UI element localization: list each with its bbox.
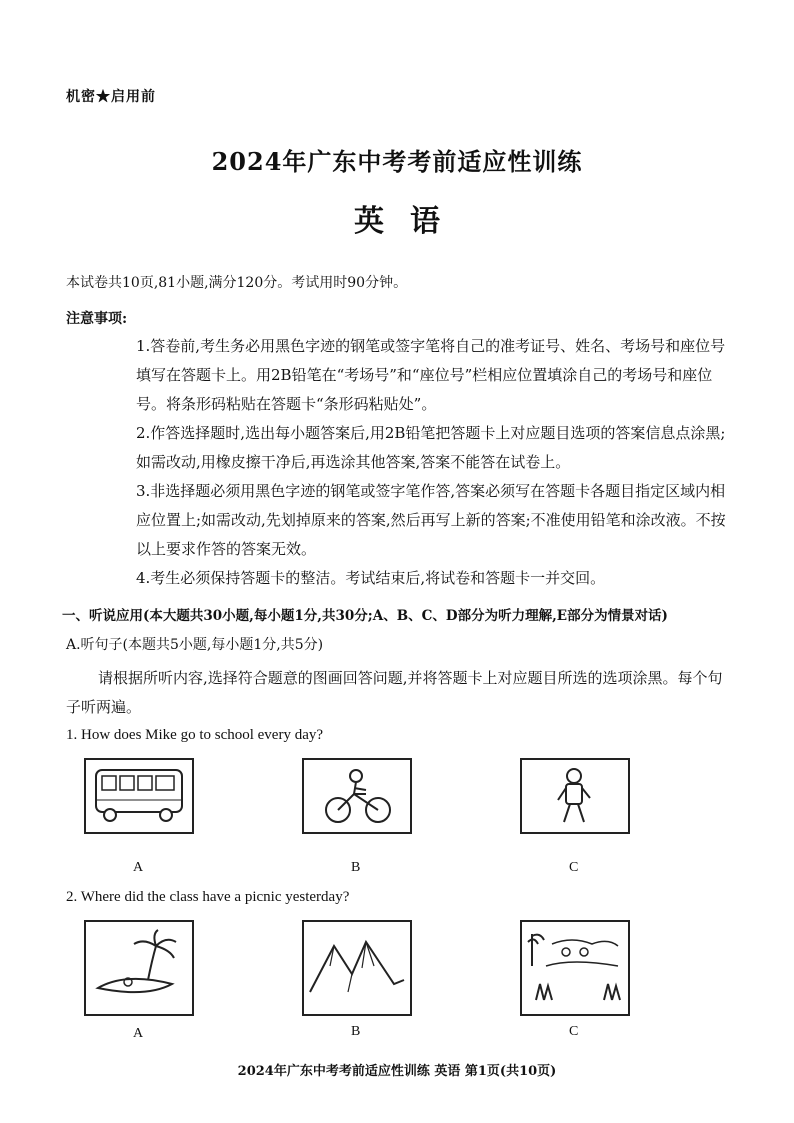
notice-item: 2.作答选择题时,选出每小题答案后,用2B铅笔把答题卡上对应题目选项的答案信息点涂黑;如需改动,用橡皮擦干净后,再选涂其他答案,答案不能答在试卷上。 [136, 424, 726, 471]
subject-title: 英语 [354, 204, 466, 239]
island-palm-icon [86, 922, 192, 1014]
mountains-icon [304, 922, 410, 1014]
part-a-instruction: 请根据所听内容,选择符合题意的图画回答问题,并将答题卡上对应题目所选的选项涂黑。每个句子听两遍。 [66, 669, 723, 716]
section-heading: 一、听说应用(本大题共30小题,每小题1分,共30分;A、B、C、D部分为听力理解,E部分为情景对话) [62, 608, 668, 624]
bicycle-icon [304, 760, 410, 832]
option-1c-picture [520, 758, 630, 834]
part-a-heading: A.听句子(本题共5小题,每小题1分,共5分) [66, 637, 324, 653]
question-1-text: 1. How does Mike go to school every day? [66, 727, 324, 743]
option-1b-label: B [351, 860, 361, 875]
notice-item: 4.考生必须保持答题卡的整洁。考试结束后,将试卷和答题卡一并交回。 [136, 569, 606, 587]
option-2c-label: C [569, 1024, 579, 1039]
page-footer: 2024年广东中考考前适应性训练 英语 第1页(共10页) [237, 1064, 557, 1079]
notice-item: 3.非选择题必须用黑色字迹的钢笔或签字笔作答,答案必须写在答题卡各题目指定区域内相应位置上;如需改动,先划掉原来的答案,然后再写上新的答案;不准使用铅笔和涂改液。不按以上要求作答的答案无效。 [136, 482, 726, 558]
option-2c-picture [520, 920, 630, 1016]
confidential-mark: 机密★启用前 [66, 89, 156, 105]
option-2b-picture [302, 920, 412, 1016]
option-2a-picture [84, 920, 194, 1016]
option-2b-label: B [351, 1024, 361, 1039]
walking-boy-icon [522, 760, 628, 832]
exam-title: 2024年广东中考考前适应性训练 [211, 147, 583, 176]
option-1a-picture [84, 758, 194, 834]
option-1a-label: A [133, 860, 144, 875]
exam-intro: 本试卷共10页,81小题,满分120分。考试用时90分钟。 [66, 275, 408, 291]
notice-list [66, 332, 730, 593]
bus-icon [86, 760, 192, 832]
option-1b-picture [302, 758, 412, 834]
question-2-text: 2. Where did the class have a picnic yesterday? [66, 889, 350, 905]
forest-park-icon [522, 922, 628, 1014]
notice-heading: 注意事项: [66, 311, 128, 327]
option-1c-label: C [569, 860, 579, 875]
notice-item: 1.答卷前,考生务必用黑色字迹的钢笔或签字笔将自己的准考证号、姓名、考场号和座位号填写在答题卡上。用2B铅笔在“考场号”和“座位号”栏相应位置填涂自己的考场号和座位号。将条形码粘贴在答题卡“条形码粘贴处”。 [136, 337, 726, 413]
option-2a-label: A [133, 1026, 144, 1041]
